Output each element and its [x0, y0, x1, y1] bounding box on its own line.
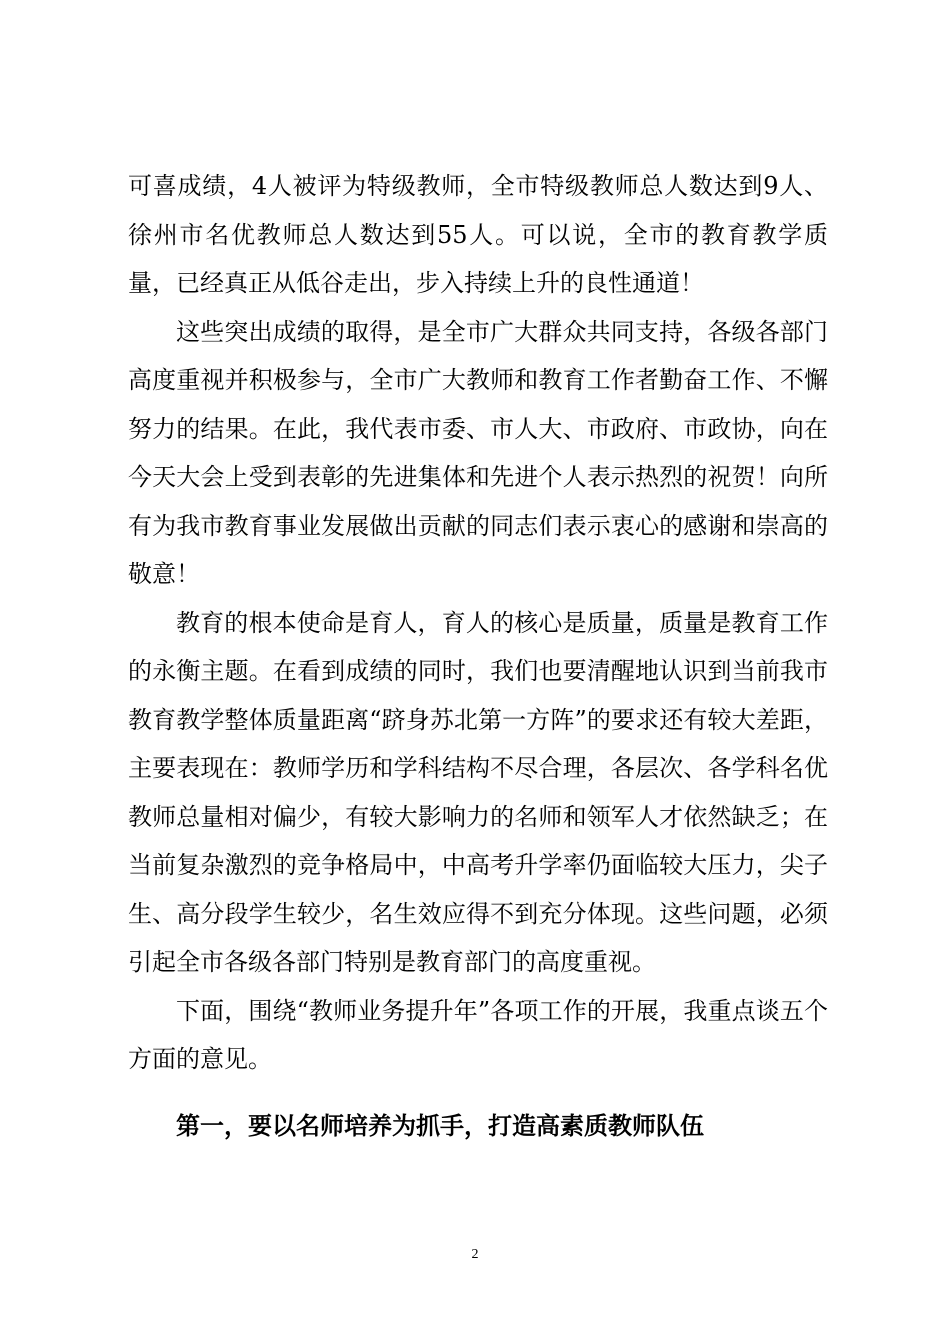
page-number: 2 — [471, 1247, 479, 1262]
paragraph-continuation: 可喜成绩，4人被评为特级教师，全市特级教师总人数达到9人、徐州市名优教师总人数达到55人。可以说，全市的教育教学质量，已经真正从低谷走出，步入持续上升的良性通道！ — [128, 172, 828, 297]
paragraph-quality-gap: 教育的根本使命是育人，育人的核心是质量，质量是教育工作的永衡主题。在看到成绩的同时，我们也要清醒地认识到当前我市教育教学整体质量距离“跻身苏北第一方阵”的要求还有较大差距，主要表现在：教师学历和学科结构不尽合理，各层次、各学科名优教师总量相对偏少，有较大影响力的名师和领军人才依然缺乏；在当前复杂激烈的竞争格局中，中高考升学率仍面临较大压力，尖子生、高分段学生较少，名生效应得不到充分体现。这些问题，必须引起全市各级各部门特别是教育部门的高度重视。 — [128, 608, 828, 976]
paragraph-achievements: 这些突出成绩的取得，是全市广大群众共同支持，各级各部门高度重视并积极参与，全市广大教师和教育工作者勤奋工作、不懈努力的结果。在此，我代表市委、市人大、市政府、市政协，向在今天大会上受到表彰的先进集体和先进个人表示热烈的祝贺！向所有为我市教育事业发展做出贡献的同志们表示衷心的感谢和崇高的敬意！ — [128, 317, 828, 588]
document-body — [128, 162, 828, 1150]
paragraph-intro-opinions: 下面，围绕“教师业务提升年”各项工作的开展，我重点谈五个方面的意见。 — [128, 996, 828, 1073]
section-heading: 第一，要以名师培养为抓手，打造高素质教师队伍 — [176, 1111, 704, 1140]
